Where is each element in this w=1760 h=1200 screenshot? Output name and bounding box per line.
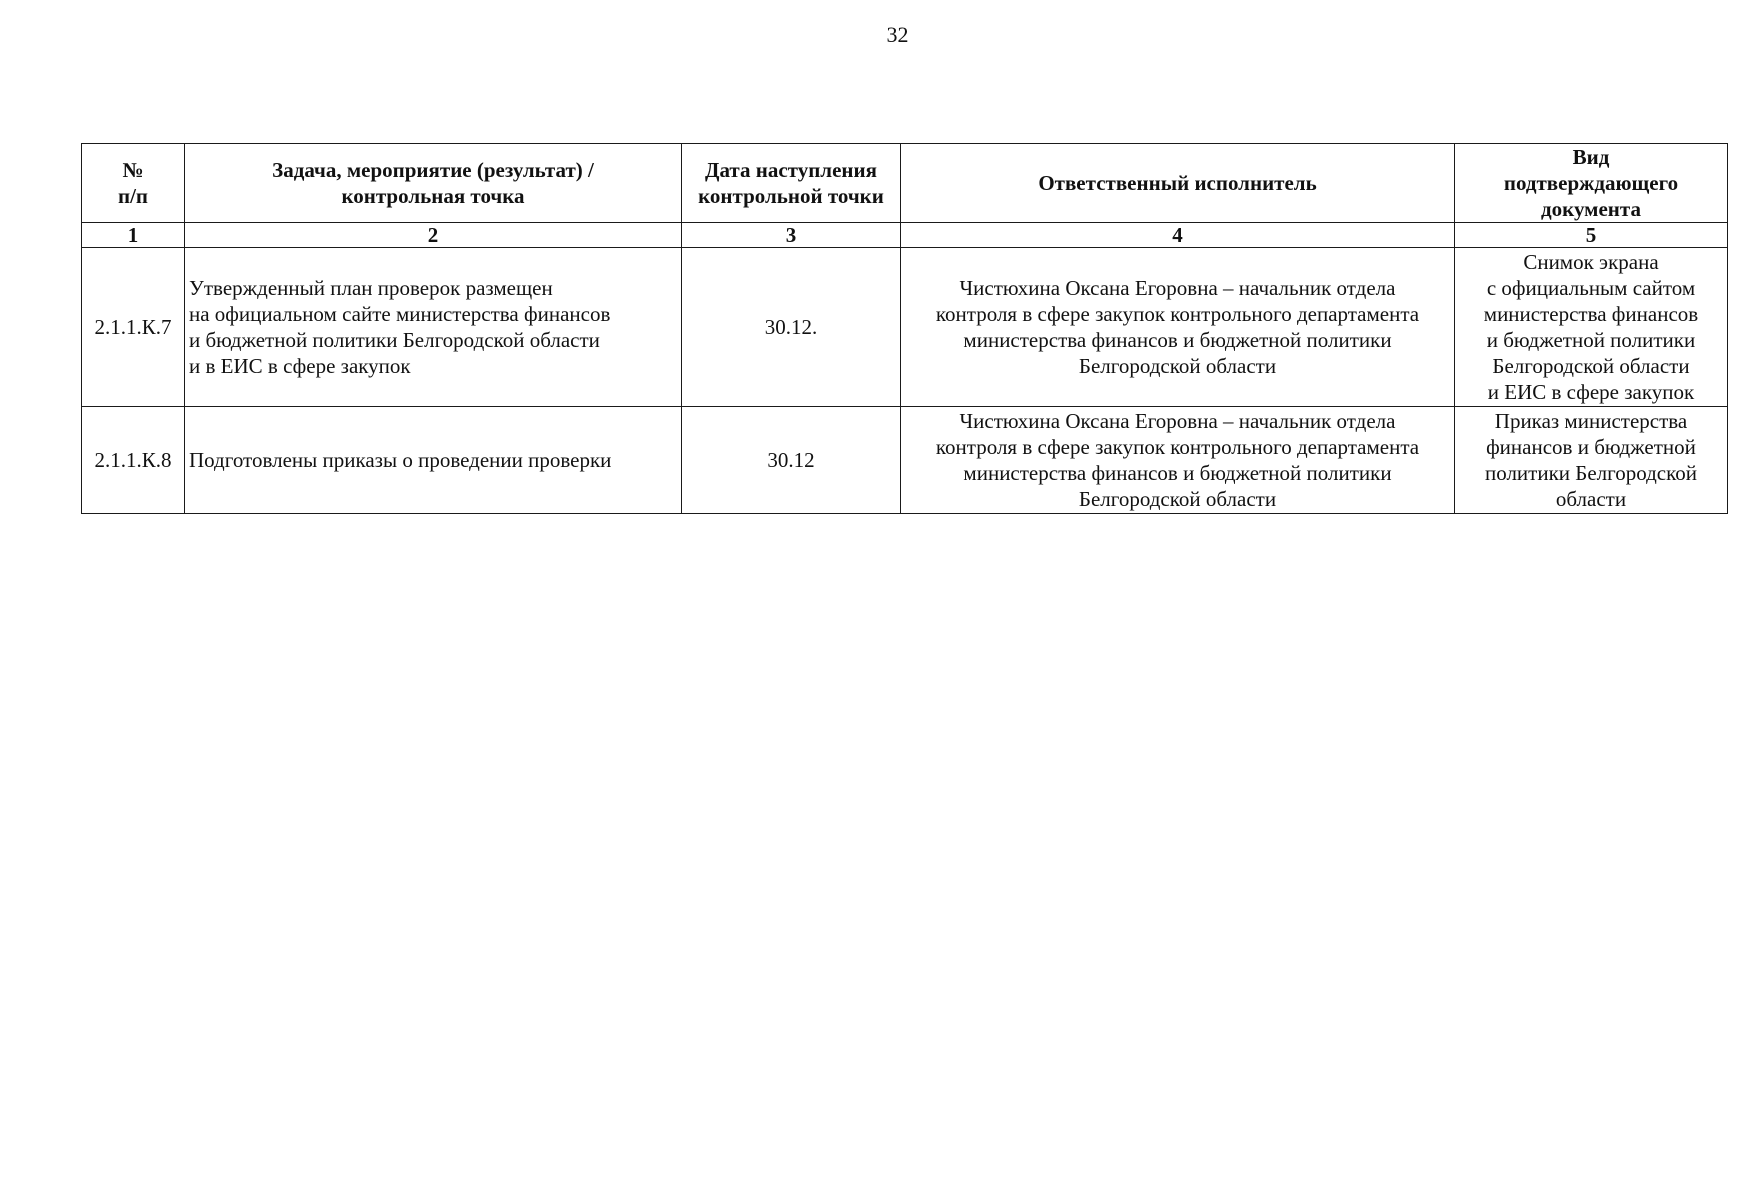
header-task: Задача, мероприятие (результат) / контрольная точка: [185, 144, 682, 223]
row-document: Снимок экрана с официальным сайтом министерства финансов и бюджетной политики Белгородской области и ЕИС в сфере закупок: [1455, 248, 1728, 407]
column-number: 2: [185, 223, 682, 248]
row-task: Утвержденный план проверок размещен на официальном сайте министерства финансов и бюджетной политики Белгородской области и в ЕИС в сфере закупок: [185, 248, 682, 407]
column-number: 5: [1455, 223, 1728, 248]
table-row: [82, 248, 1728, 407]
row-num: 2.1.1.К.7: [82, 248, 185, 407]
column-number: 1: [82, 223, 185, 248]
control-points-table: [81, 143, 1728, 514]
row-date: 30.12: [682, 407, 901, 514]
row-num: 2.1.1.К.8: [82, 407, 185, 514]
row-task: Подготовлены приказы о проведении проверки: [185, 407, 682, 514]
page-number: 32: [886, 22, 909, 47]
row-document: Приказ министерства финансов и бюджетной политики Белгородской области: [1455, 407, 1728, 514]
row-responsible: Чистюхина Оксана Егоровна – начальник отдела контроля в сфере закупок контрольного департамента министерства финансов и бюджетной политики Белгородской области: [901, 407, 1455, 514]
table-row: [82, 407, 1728, 514]
header-num: № п/п: [82, 144, 185, 223]
row-responsible: Чистюхина Оксана Егоровна – начальник отдела контроля в сфере закупок контрольного департамента министерства финансов и бюджетной политики Белгородской области: [901, 248, 1455, 407]
column-numbering-row: [82, 223, 1728, 248]
column-number: 4: [901, 223, 1455, 248]
row-date: 30.12.: [682, 248, 901, 407]
header-responsible: Ответственный исполнитель: [901, 144, 1455, 223]
header-date: Дата наступления контрольной точки: [682, 144, 901, 223]
column-number: 3: [682, 223, 901, 248]
header-document: Вид подтверждающего документа: [1455, 144, 1728, 223]
table-header-row: [82, 144, 1728, 223]
